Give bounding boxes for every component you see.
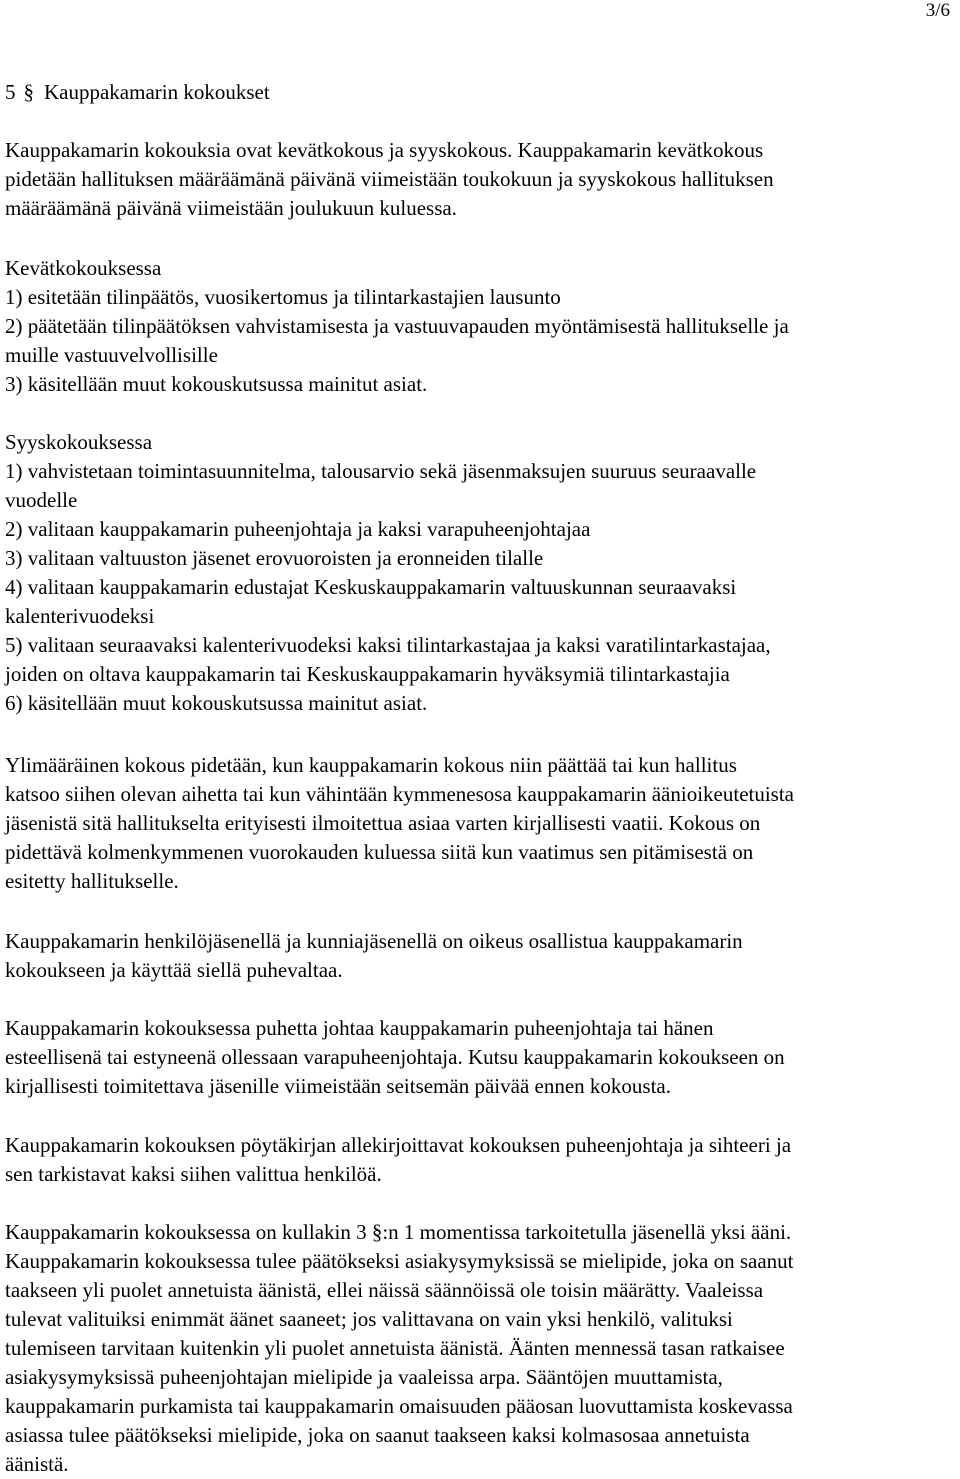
- text-line: Kauppakamarin kokouksessa tulee päätökseksi asiakysymyksissä se mielipide, joka on saanut: [5, 1249, 794, 1273]
- text-line: Syyskokouksessa: [5, 430, 153, 454]
- text-line: määräämänä päivänä viimeistään joulukuun kuluessa.: [5, 196, 457, 220]
- list-item: vuodelle: [5, 488, 78, 512]
- list-item: 3) valitaan valtuuston jäsenet erovuoroisten ja eronneiden tilalle: [5, 546, 544, 570]
- list-item: joiden on oltava kauppakamarin tai Keskuskauppakamarin hyväksymiä tilintarkastajia: [5, 662, 730, 686]
- text-line: kauppakamarin purkamista tai kauppakamarin omaisuuden pääosan luovuttamista koskevassa: [5, 1394, 793, 1418]
- section-number: 5: [5, 80, 16, 104]
- text-line: pidettävä kolmenkymmenen vuorokauden kuluessa siitä kun vaatimus sen pitämisestä on: [5, 840, 754, 864]
- text-line: esitetty hallitukselle.: [5, 869, 179, 893]
- text-line: tulevat valituiksi enimmät äänet saaneet; jos valittavana on vain yksi henkilö, valituksi: [5, 1307, 733, 1331]
- list-item: 6) käsitellään muut kokouskutsussa mainitut asiat.: [5, 691, 428, 715]
- paragraph-intro: [5, 136, 958, 223]
- text-line: kokoukseen ja käyttää siellä puhevaltaa.: [5, 958, 343, 982]
- section-title: Kauppakamarin kokoukset: [44, 80, 270, 104]
- paragraph-spring-meeting: [5, 254, 958, 399]
- text-line: äänistä.: [5, 1452, 69, 1476]
- text-line: Kauppakamarin henkilöjäsenellä ja kunniajäsenellä on oikeus osallistua kauppakamarin: [5, 929, 743, 953]
- section-heading: [5, 78, 270, 107]
- text-line: Kevätkokouksessa: [5, 256, 162, 280]
- list-item: 1) vahvistetaan toimintasuunnitelma, talousarvio sekä jäsenmaksujen suuruus seuraavalle: [5, 459, 757, 483]
- text-line: sen tarkistavat kaksi siihen valittua henkilöä.: [5, 1162, 382, 1186]
- list-item: 2) päätetään tilinpäätöksen vahvistamisesta ja vastuuvapauden myöntämisestä hallitukselle ja: [5, 314, 789, 338]
- list-item: 2) valitaan kauppakamarin puheenjohtaja ja kaksi varapuheenjohtajaa: [5, 517, 591, 541]
- paragraph-autumn-meeting: [5, 428, 958, 718]
- text-line: Ylimääräinen kokous pidetään, kun kauppakamarin kokous niin päättää tai kun hallitus: [5, 753, 737, 777]
- paragraph-extraordinary-meeting: [5, 751, 958, 896]
- text-line: jäsenistä sitä hallitukselta erityisesti ilmoitettua asiaa varten kirjallisesti vaatii. Kokous on: [5, 811, 761, 835]
- list-item: muille vastuuvelvollisille: [5, 343, 218, 367]
- list-item: 1) esitetään tilinpäätös, vuosikertomus ja tilintarkastajien lausunto: [5, 285, 561, 309]
- paragraph-personal-members: [5, 927, 958, 985]
- page-number: 3/6: [925, 0, 950, 21]
- text-line: kirjallisesti toimitettava jäsenille viimeistään seitsemän päivää ennen kokousta.: [5, 1074, 671, 1098]
- text-line: Kauppakamarin kokouksessa puhetta johtaa kauppakamarin puheenjohtaja tai hänen: [5, 1016, 714, 1040]
- text-line: Kauppakamarin kokouksen pöytäkirjan allekirjoittavat kokouksen puheenjohtaja ja sihteeri ja: [5, 1133, 792, 1157]
- list-item: 4) valitaan kauppakamarin edustajat Keskuskauppakamarin valtuuskunnan seuraavaksi: [5, 575, 737, 599]
- text-line: katsoo siihen olevan aihetta tai kun vähintään kymmenesosa kauppakamarin äänioikeutetuista: [5, 782, 795, 806]
- text-line: pidetään hallituksen määräämänä päivänä viimeistään toukokuun ja syyskokous hallituksen: [5, 167, 774, 191]
- text-line: taakseen yli puolet annetuista äänistä, ellei näissä säännöissä ole toisin määrätty. Vaaleissa: [5, 1278, 764, 1302]
- text-line: esteellisenä tai estyneenä ollessaan varapuheenjohtaja. Kutsu kauppakamarin kokoukseen on: [5, 1045, 785, 1069]
- text-line: asiakysymyksissä puheenjohtajan mielipide ja vaaleissa arpa. Sääntöjen muuttamista,: [5, 1365, 723, 1389]
- list-item: 3) käsitellään muut kokouskutsussa mainitut asiat.: [5, 372, 428, 396]
- text-line: asiassa tulee päätökseksi mielipide, joka on saanut taakseen kaksi kolmasosaa annetuista: [5, 1423, 750, 1447]
- paragraph-minutes: [5, 1131, 958, 1189]
- paragraph-voting: [5, 1218, 958, 1479]
- list-item: kalenterivuodeksi: [5, 604, 155, 628]
- list-item: 5) valitaan seuraavaksi kalenterivuodeksi kaksi tilintarkastajaa ja kaksi varatilintarkastajaa,: [5, 633, 771, 657]
- text-line: Kauppakamarin kokouksessa on kullakin 3 §:n 1 momentissa tarkoitetulla jäsenellä yksi ääni.: [5, 1220, 792, 1244]
- section-sign: §: [23, 80, 34, 104]
- text-line: tulemiseen tarvitaan kuitenkin yli puolet annetuista äänistä. Äänten mennessä tasan ratkaisee: [5, 1336, 785, 1360]
- paragraph-chairman: [5, 1014, 958, 1101]
- text-line: Kauppakamarin kokouksia ovat kevätkokous ja syyskokous. Kauppakamarin kevätkokous: [5, 138, 764, 162]
